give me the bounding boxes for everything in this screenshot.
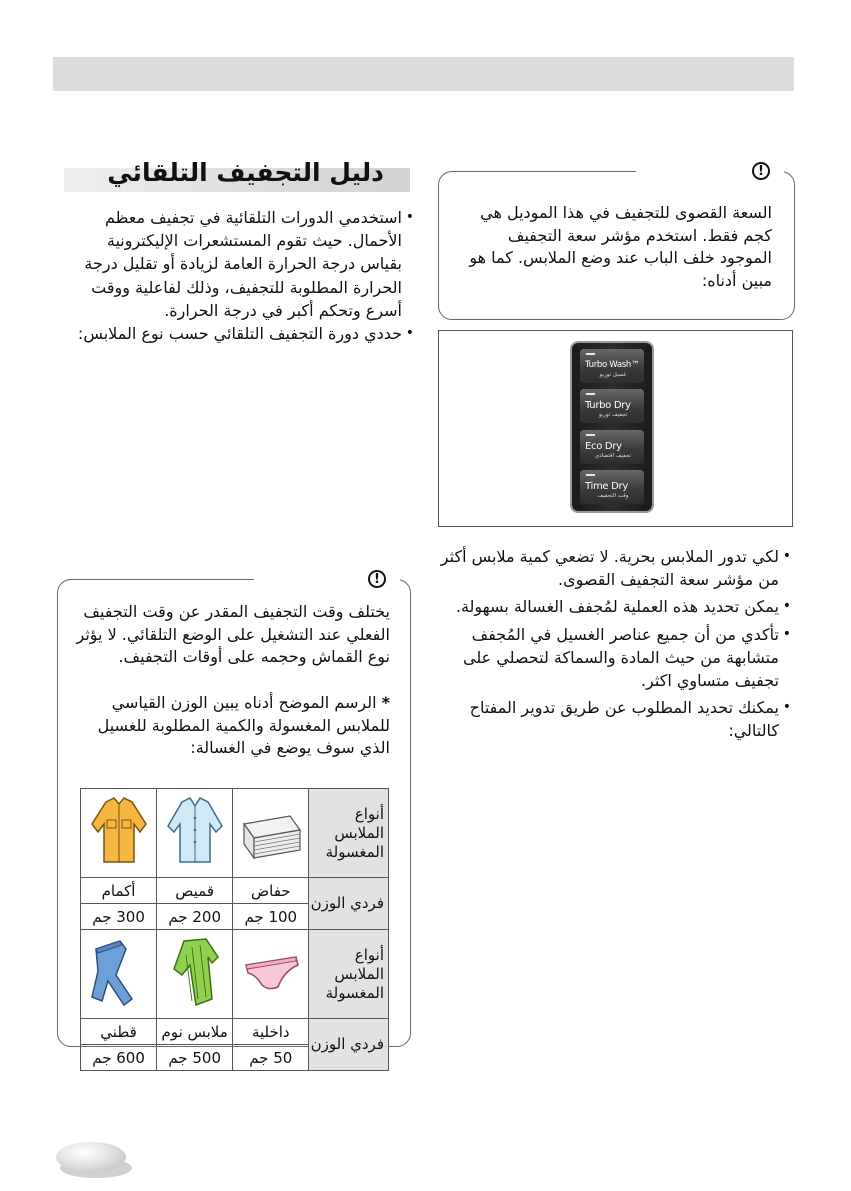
underwear-image [233, 930, 309, 1019]
turbo-dry-button: Turbo Dry تجفيف توربو [580, 389, 644, 423]
capacity-bullets [438, 545, 791, 743]
intro-bullet: • حددي دورة التجفيف التلقائي حسب نوع الملابس: [68, 322, 414, 345]
capacity-bullet: • تأكدي من أن جميع عناصر الغسيل في المُجفف متشابهة من حيث المادة والسماكة لتحصلي على تجفيف متساوي اكثر. [438, 623, 791, 693]
item-weight: 100 جم [233, 904, 309, 930]
intro-bullet: • استخدمي الدورات التلقائية في تجفيف معظم الأحمال. حيث تقوم المستشعرات الإليكترونية بقياس درجة الحرارة العامة لزيادة أو تقليل درجة الحرارة المطلوبة للتجفيف، وذلك لفاعلية ووقت أسرع وتحكم أكبر في درجة الحرارة. [68, 206, 414, 322]
dry-buttons-panel [572, 343, 652, 511]
weight-header-cell: فردي الوزن [309, 1019, 389, 1071]
capacity-note-text: السعة القصوى للتجفيف في هذا الموديل هي كجم فقط. استخدم مؤشر سعة التجفيف الموجود خلف الباب عند وضع الملابس. كما هو مبين أدناه: [469, 203, 772, 290]
page-number-tab [56, 1142, 126, 1172]
pajamas-icon [162, 935, 228, 1009]
type-header-cell: أنواع الملابس المغسولة [309, 930, 389, 1019]
item-label: ملابس نوم [157, 1019, 233, 1045]
item-weight: 500 جم [157, 1045, 233, 1071]
item-weight: 300 جم [81, 904, 157, 930]
capacity-bullet: • يمكن تحديد هذه العملية لمُجفف الغسالة بسهولة. [438, 595, 791, 618]
section-title: دليل التجفيف التلقائي [107, 158, 384, 187]
dress-shirt-icon [162, 794, 228, 868]
shirt-work-image [81, 789, 157, 878]
diaper-image [233, 789, 309, 878]
eco-dry-button: Eco Dry تجفيف اقتصادي [580, 430, 644, 464]
drying-time-note-text: يختلف وقت التجفيف المقدر عن وقت التجفيف الفعلي عند التشغيل على الوضع التلقائي. لا يؤثر نوع القماش وحجمه على أوقات التجفيف. [76, 602, 390, 666]
item-label: قميص [157, 878, 233, 904]
control-panel-figure [438, 330, 793, 527]
capacity-bullet: • يمكنك تحديد المطلوب عن طريق تدوير المفتاح كالتالي: [438, 696, 791, 742]
underwear-icon [238, 935, 304, 1009]
item-weight: 200 جم [157, 904, 233, 930]
laundry-weight-table [80, 788, 389, 1071]
item-label: داخلية [233, 1019, 309, 1045]
item-label: قطني [81, 1019, 157, 1045]
jeans-image [81, 930, 157, 1019]
shirt-image [157, 789, 233, 878]
weight-chart-intro: * الرسم الموضح أدناه يبين الوزن القياسي للملابس المغسولة والكمية المطلوبة للغسيل الذي سوف يوضع في الغسالة: [97, 693, 390, 757]
turbo-wash-button: Turbo Wash™ غسيل توربو [580, 349, 644, 383]
folded-towels-icon [238, 794, 304, 868]
capacity-bullet: • لكي تدور الملابس بحرية. لا تضعي كمية ملابس أكثر من مؤشر سعة التجفيف القصوى. [438, 545, 791, 591]
capacity-note-box [438, 164, 795, 320]
work-shirt-icon [86, 794, 152, 868]
section-heading [64, 158, 410, 194]
weight-header-cell: فردي الوزن [309, 878, 389, 930]
item-label: حفاض [233, 878, 309, 904]
item-weight: 600 جم [81, 1045, 157, 1071]
time-dry-button: Time Dry وقت التجفيف [580, 470, 644, 504]
intro-text [68, 206, 414, 345]
warning-icon: ! [368, 570, 386, 588]
jeans-icon [86, 935, 152, 1009]
pajamas-image [157, 930, 233, 1019]
star-icon: * [381, 693, 390, 712]
page-header-bar [53, 57, 794, 91]
warning-icon: ! [752, 162, 770, 180]
type-header-cell: أنواع الملابس المغسولة [309, 789, 389, 878]
item-label: أكمام [81, 878, 157, 904]
item-weight: 50 جم [233, 1045, 309, 1071]
